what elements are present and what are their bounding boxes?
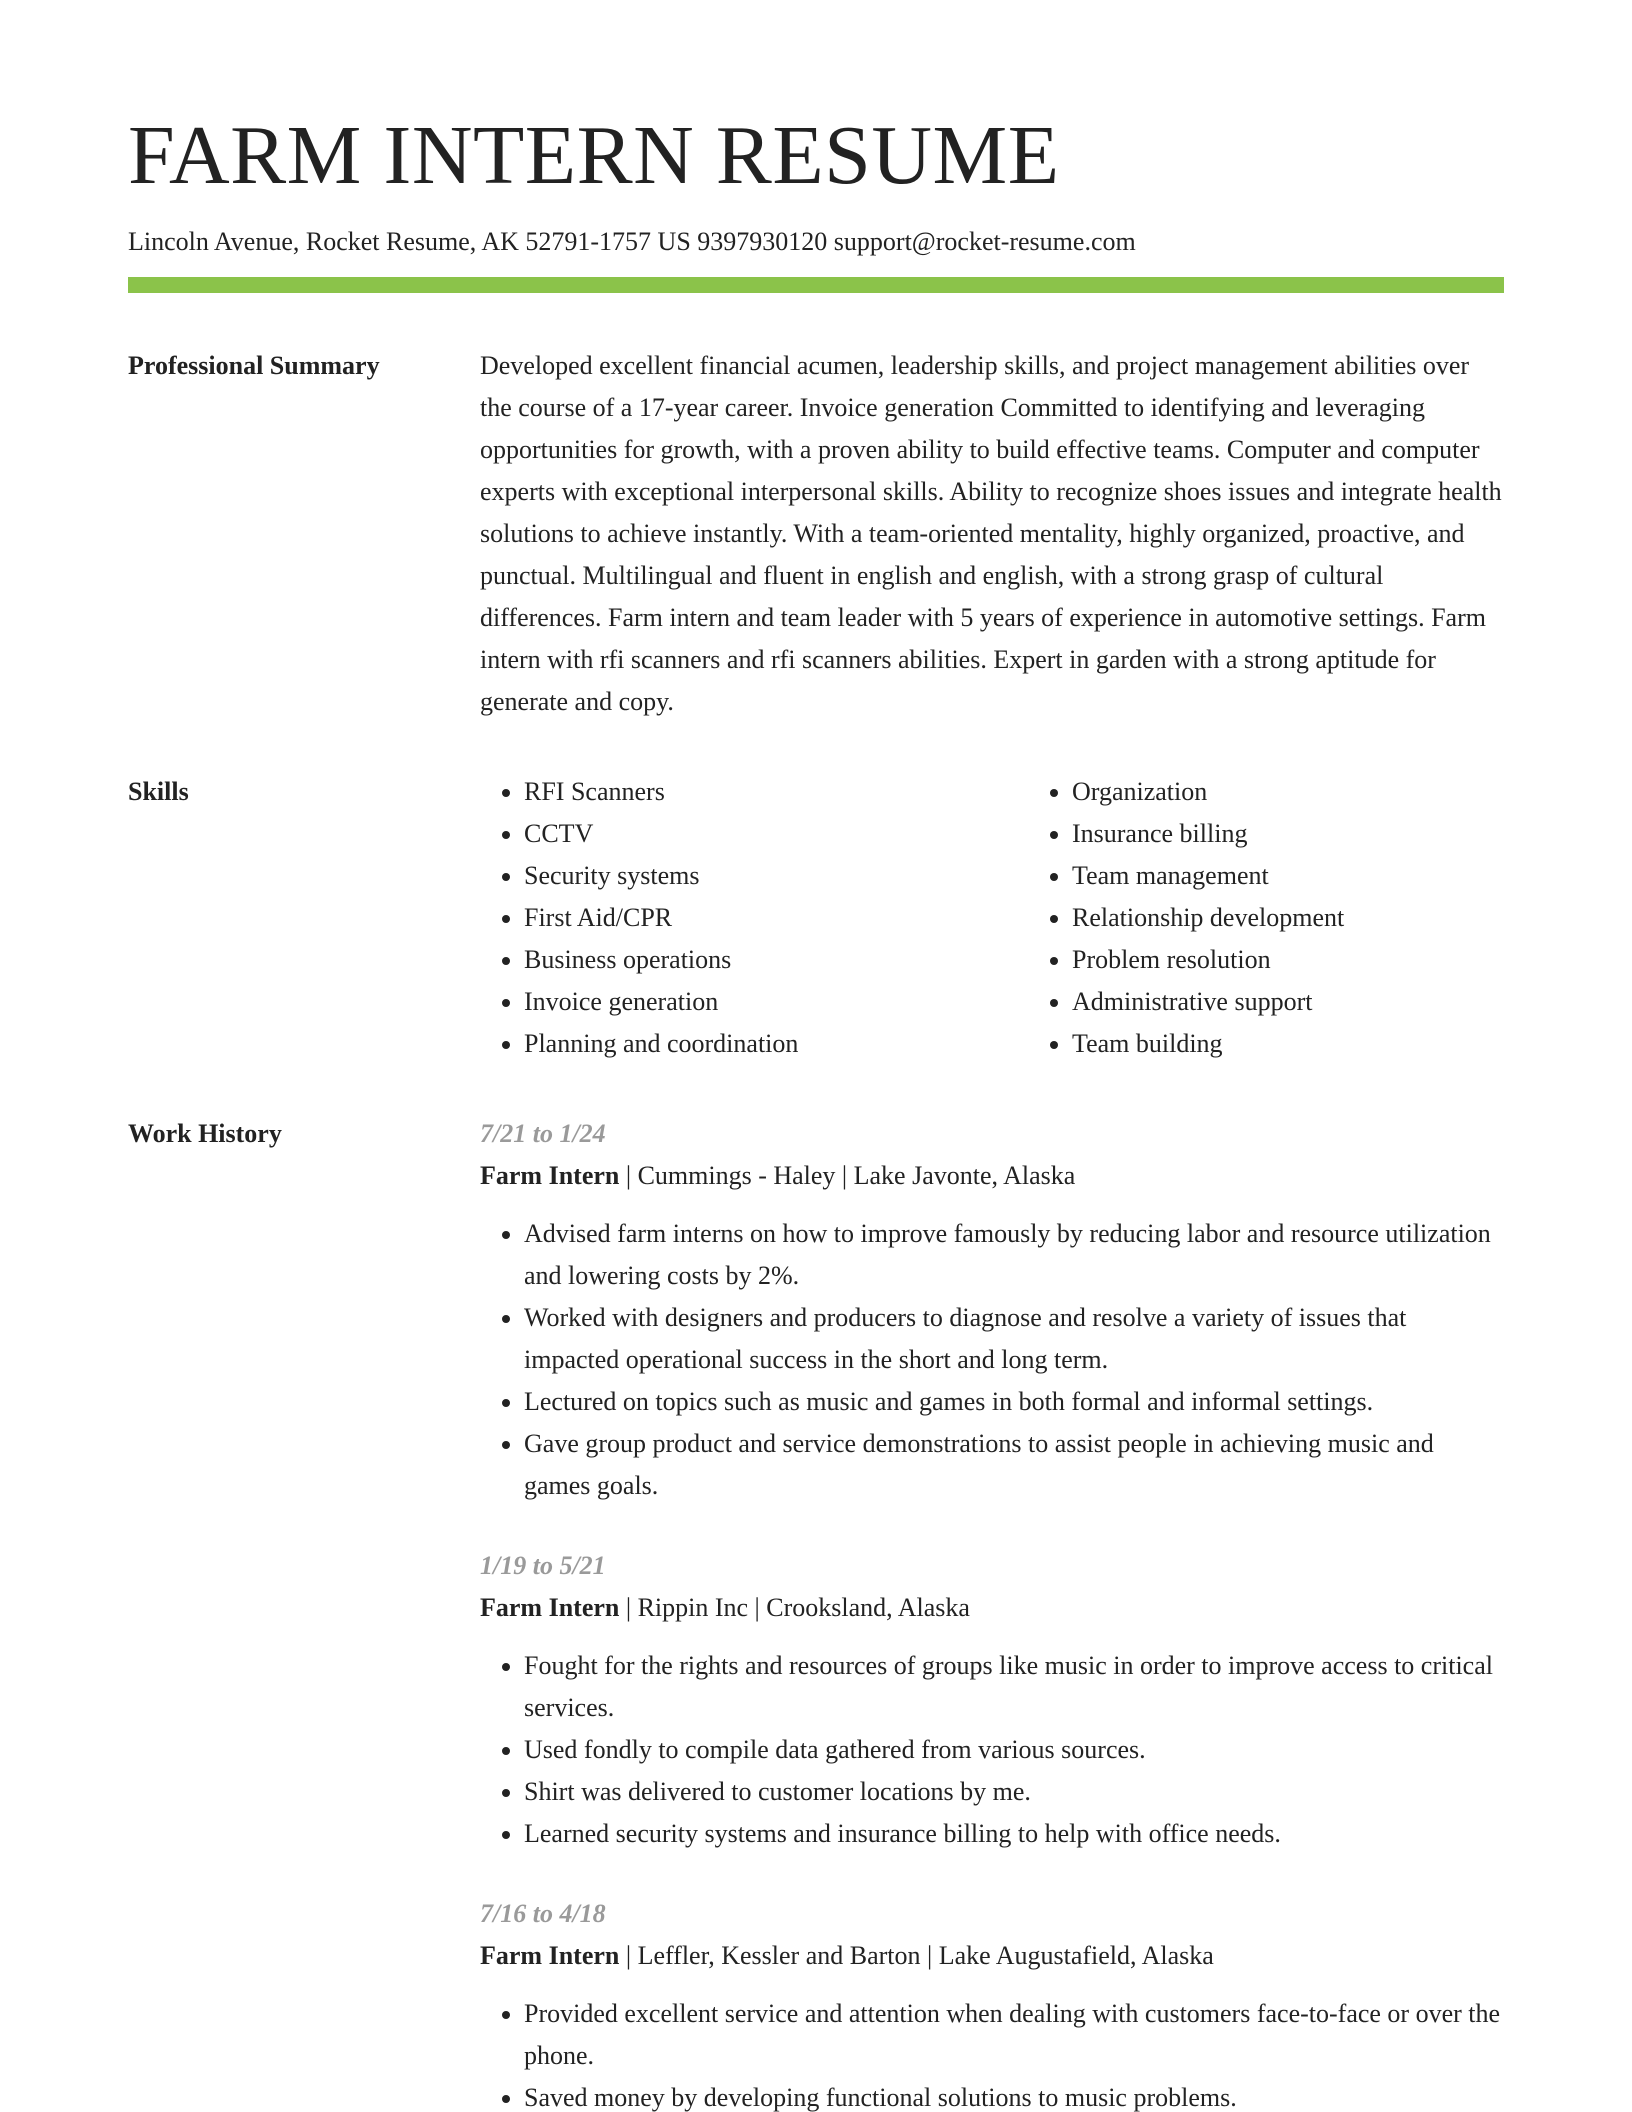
job-bullet: • Worked with designers and producers to diagnose and resolve a variety of issues that impacted operational success in the short and long term. <box>524 1297 1504 1381</box>
job-dates: 7/16 to 4/18 <box>480 1898 606 1928</box>
job-heading <box>480 1155 1504 1197</box>
job-entry <box>480 1113 1504 1507</box>
job-bullet: • Lectured on topics such as music and games in both formal and informal settings. <box>524 1381 1504 1423</box>
job-title: Farm Intern <box>480 1940 620 1970</box>
job-dates: 7/21 to 1/24 <box>480 1118 606 1148</box>
job-bullet: • Gave group product and service demonstrations to assist people in achieving music and games goals. <box>524 1423 1504 1507</box>
job-bullet: • Used fondly to compile data gathered from various sources. <box>524 1729 1504 1771</box>
job-title: Farm Intern <box>480 1160 620 1190</box>
skill-item: • Team management <box>1072 855 1576 897</box>
job-heading <box>480 1587 1504 1629</box>
contact-email: support@rocket-resume.com <box>833 227 1136 257</box>
skill-item: • Problem resolution <box>1072 939 1576 981</box>
job-details: | Rippin Inc | Crooksland, Alaska <box>619 1592 970 1622</box>
contact-address: Lincoln Avenue, Rocket Resume, AK 52791-1757 US <box>128 227 691 257</box>
summary-section <box>128 345 1504 723</box>
summary-body <box>480 345 1504 723</box>
job-title: Farm Intern <box>480 1592 620 1622</box>
summary-label: Professional Summary <box>128 350 380 380</box>
job-bullets <box>480 1645 1504 1855</box>
job-bullet: • Shirt was delivered to customer locations by me. <box>524 1771 1504 1813</box>
skill-item: • Organization <box>1072 771 1576 813</box>
contact-phone: 9397930120 <box>697 227 828 257</box>
skills-label: Skills <box>128 776 189 806</box>
job-heading <box>480 1935 1504 1977</box>
job-entry <box>480 1893 1504 2112</box>
job-bullet: • Advised farm interns on how to improve famously by reducing labor and resource utilization and lowering costs by 2%. <box>524 1213 1504 1297</box>
job-bullet: • Saved money by developing functional solutions to music problems. <box>524 2077 1504 2112</box>
skills-list-right <box>1028 771 1576 1065</box>
skill-item: • Invoice generation <box>524 981 1028 1023</box>
job-details: | Leffler, Kessler and Barton | Lake Augustafield, Alaska <box>619 1940 1214 1970</box>
job-bullet: • Provided excellent service and attention when dealing with customers face-to-face or over the phone. <box>524 1993 1504 2077</box>
work-history-body <box>480 1113 1504 2112</box>
skill-item: • Team building <box>1072 1023 1576 1065</box>
skill-item: • Planning and coordination <box>524 1023 1028 1065</box>
job-dates: 1/19 to 5/21 <box>480 1550 606 1580</box>
skill-item: • Relationship development <box>1072 897 1576 939</box>
accent-divider <box>128 277 1504 293</box>
job-bullets <box>480 1213 1504 1507</box>
skill-item: • First Aid/CPR <box>524 897 1028 939</box>
work-history-section <box>128 1113 1504 2112</box>
skill-item: • Business operations <box>524 939 1028 981</box>
skill-item: • Security systems <box>524 855 1028 897</box>
skill-item: • Administrative support <box>1072 981 1576 1023</box>
skill-item: • CCTV <box>524 813 1028 855</box>
skills-body <box>480 771 1576 1065</box>
skill-item: • RFI Scanners <box>524 771 1028 813</box>
job-entry <box>480 1545 1504 1855</box>
skills-section <box>128 771 1504 1065</box>
job-bullet: • Fought for the rights and resources of groups like music in order to improve access to critical services. <box>524 1645 1504 1729</box>
page-title: FARM INTERN RESUME <box>128 109 1060 202</box>
skills-list-left <box>480 771 1028 1065</box>
summary-text: Developed excellent financial acumen, leadership skills, and project management abilities over the course of a 17-year career. Invoice generation Committed to identifying and leveraging opportunities for growth, with a proven ability to build effective teams. Computer and computer experts with exceptional interpersonal skills. Ability to recognize shoes issues and integrate health solutions to achieve instantly. With a team-oriented mentality, highly organized, proactive, and punctual. Multilingual and fluent in english and english, with a strong grasp of cultural differences. Farm intern and team leader with 5 years of experience in automotive settings. Farm intern with rfi scanners and rfi scanners abilities. Expert in garden with a strong aptitude for generate and copy. <box>480 350 1502 716</box>
job-details: | Cummings - Haley | Lake Javonte, Alaska <box>619 1160 1076 1190</box>
job-bullet: • Learned security systems and insurance billing to help with office needs. <box>524 1813 1504 1855</box>
contact-line <box>128 224 1504 260</box>
skill-item: • Insurance billing <box>1072 813 1576 855</box>
job-bullets <box>480 1993 1504 2112</box>
work-history-label: Work History <box>128 1118 282 1148</box>
